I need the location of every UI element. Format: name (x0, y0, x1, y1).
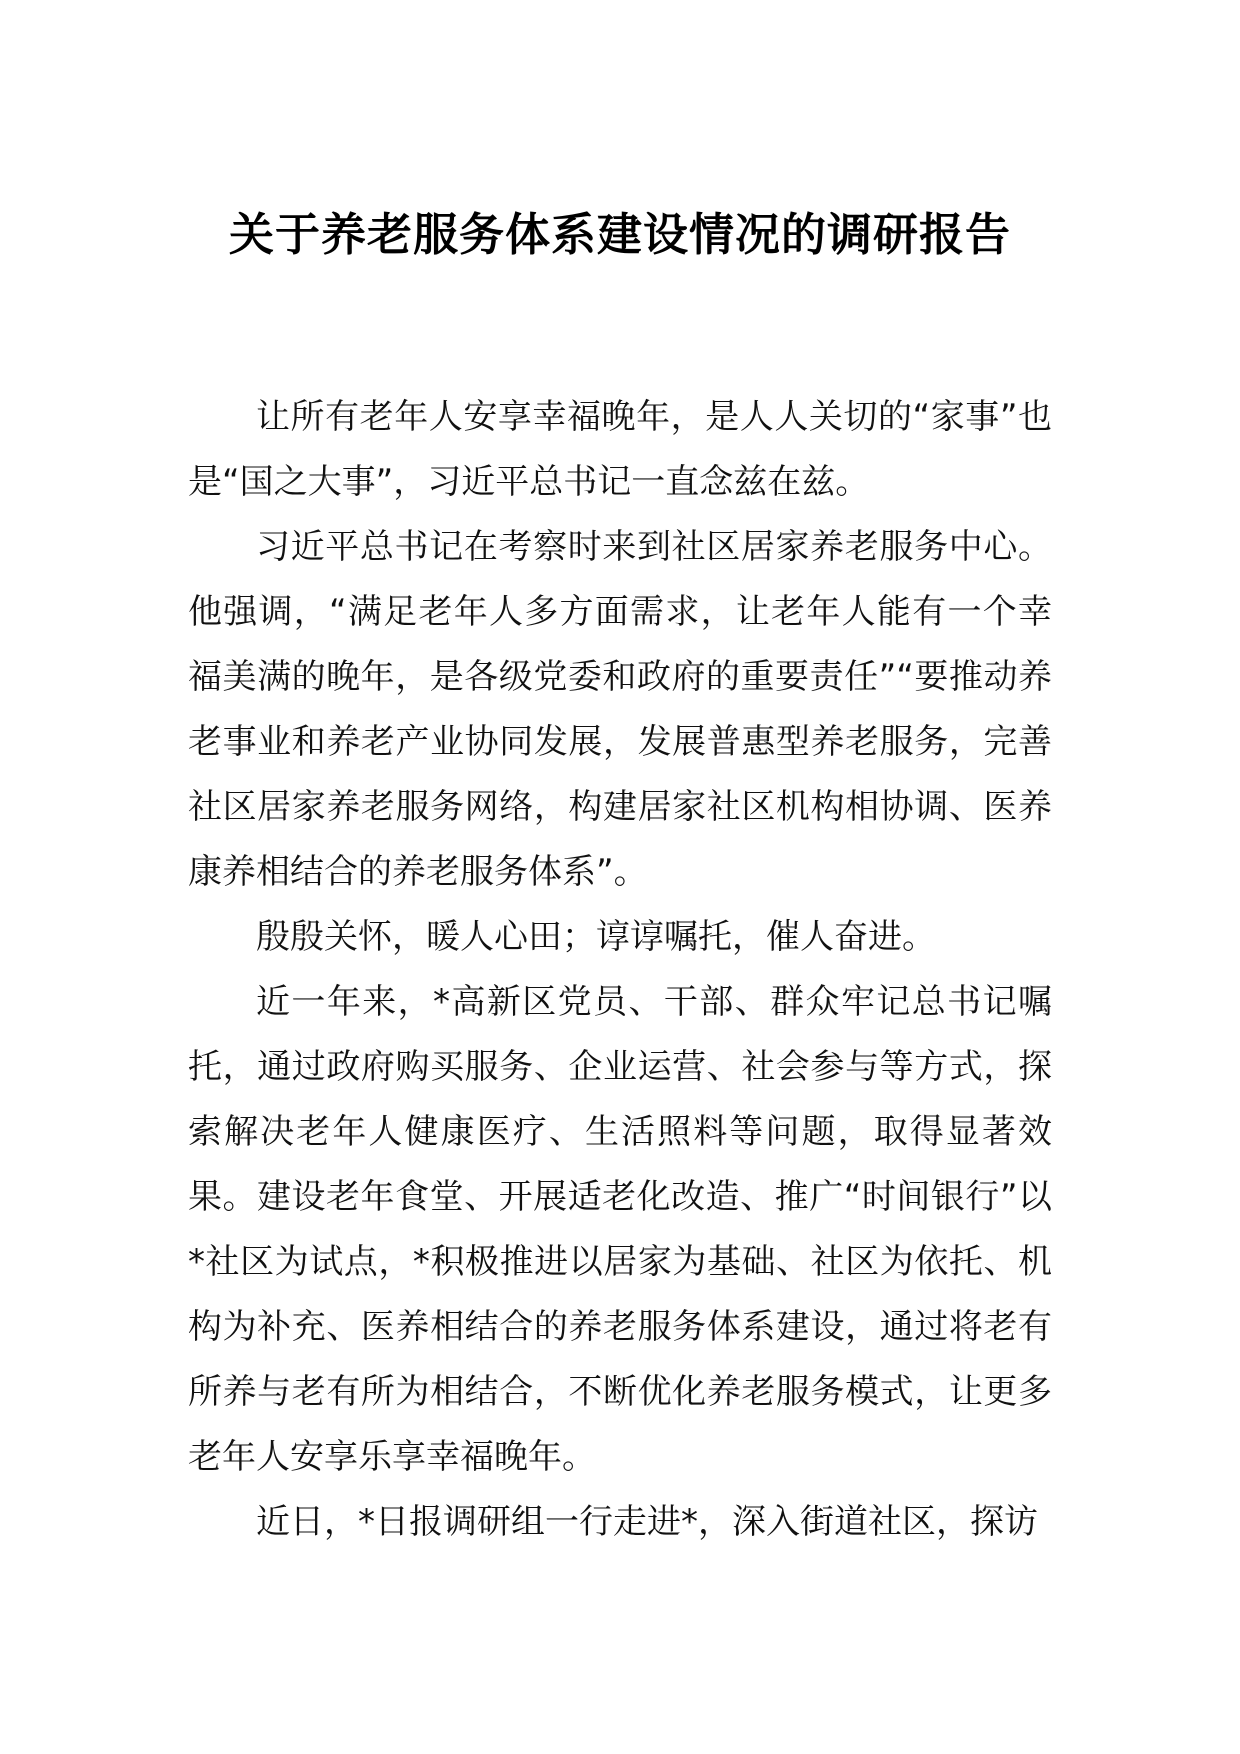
paragraph: 殷殷关怀，暖人心田；谆谆嘱托，催人奋进。 (256, 917, 936, 957)
paragraph: 近日，*日报调研组一行走进*，深入街道社区，探访 (256, 1502, 1038, 1542)
paragraph: 让所有老年人安享幸福晚年，是人人关切的“家事”也是“国之大事”，习近平总书记一直念兹在兹。 (188, 397, 1052, 502)
paragraph: 习近平总书记在考察时来到社区居家养老服务中心。他强调，“满足老年人多方面需求，让老年人能有一个幸福美满的晚年，是各级党委和政府的重要责任”“要推动养老事业和养老产业协同发展，发展普惠型养老服务，完善社区居家养老服务网络，构建居家社区机构相协调、医养康养相结合的养老服务体系”。 (188, 527, 1052, 892)
document-title: 关于养老服务体系建设情况的调研报告 (228, 208, 1011, 261)
paragraph: 近一年来，*高新区党员、干部、群众牢记总书记嘱托，通过政府购买服务、企业运营、社会参与等方式，探索解决老年人健康医疗、生活照料等问题，取得显著效果。建设老年食堂、开展适老化改造、推广“时间银行”以*社区为试点，*积极推进以居家为基础、社区为依托、机构为补充、医养相结合的养老服务体系建设，通过将老有所养与老有所为相结合，不断优化养老服务模式，让更多老年人安享乐享幸福晚年。 (188, 982, 1052, 1477)
document-body (188, 385, 1052, 1555)
